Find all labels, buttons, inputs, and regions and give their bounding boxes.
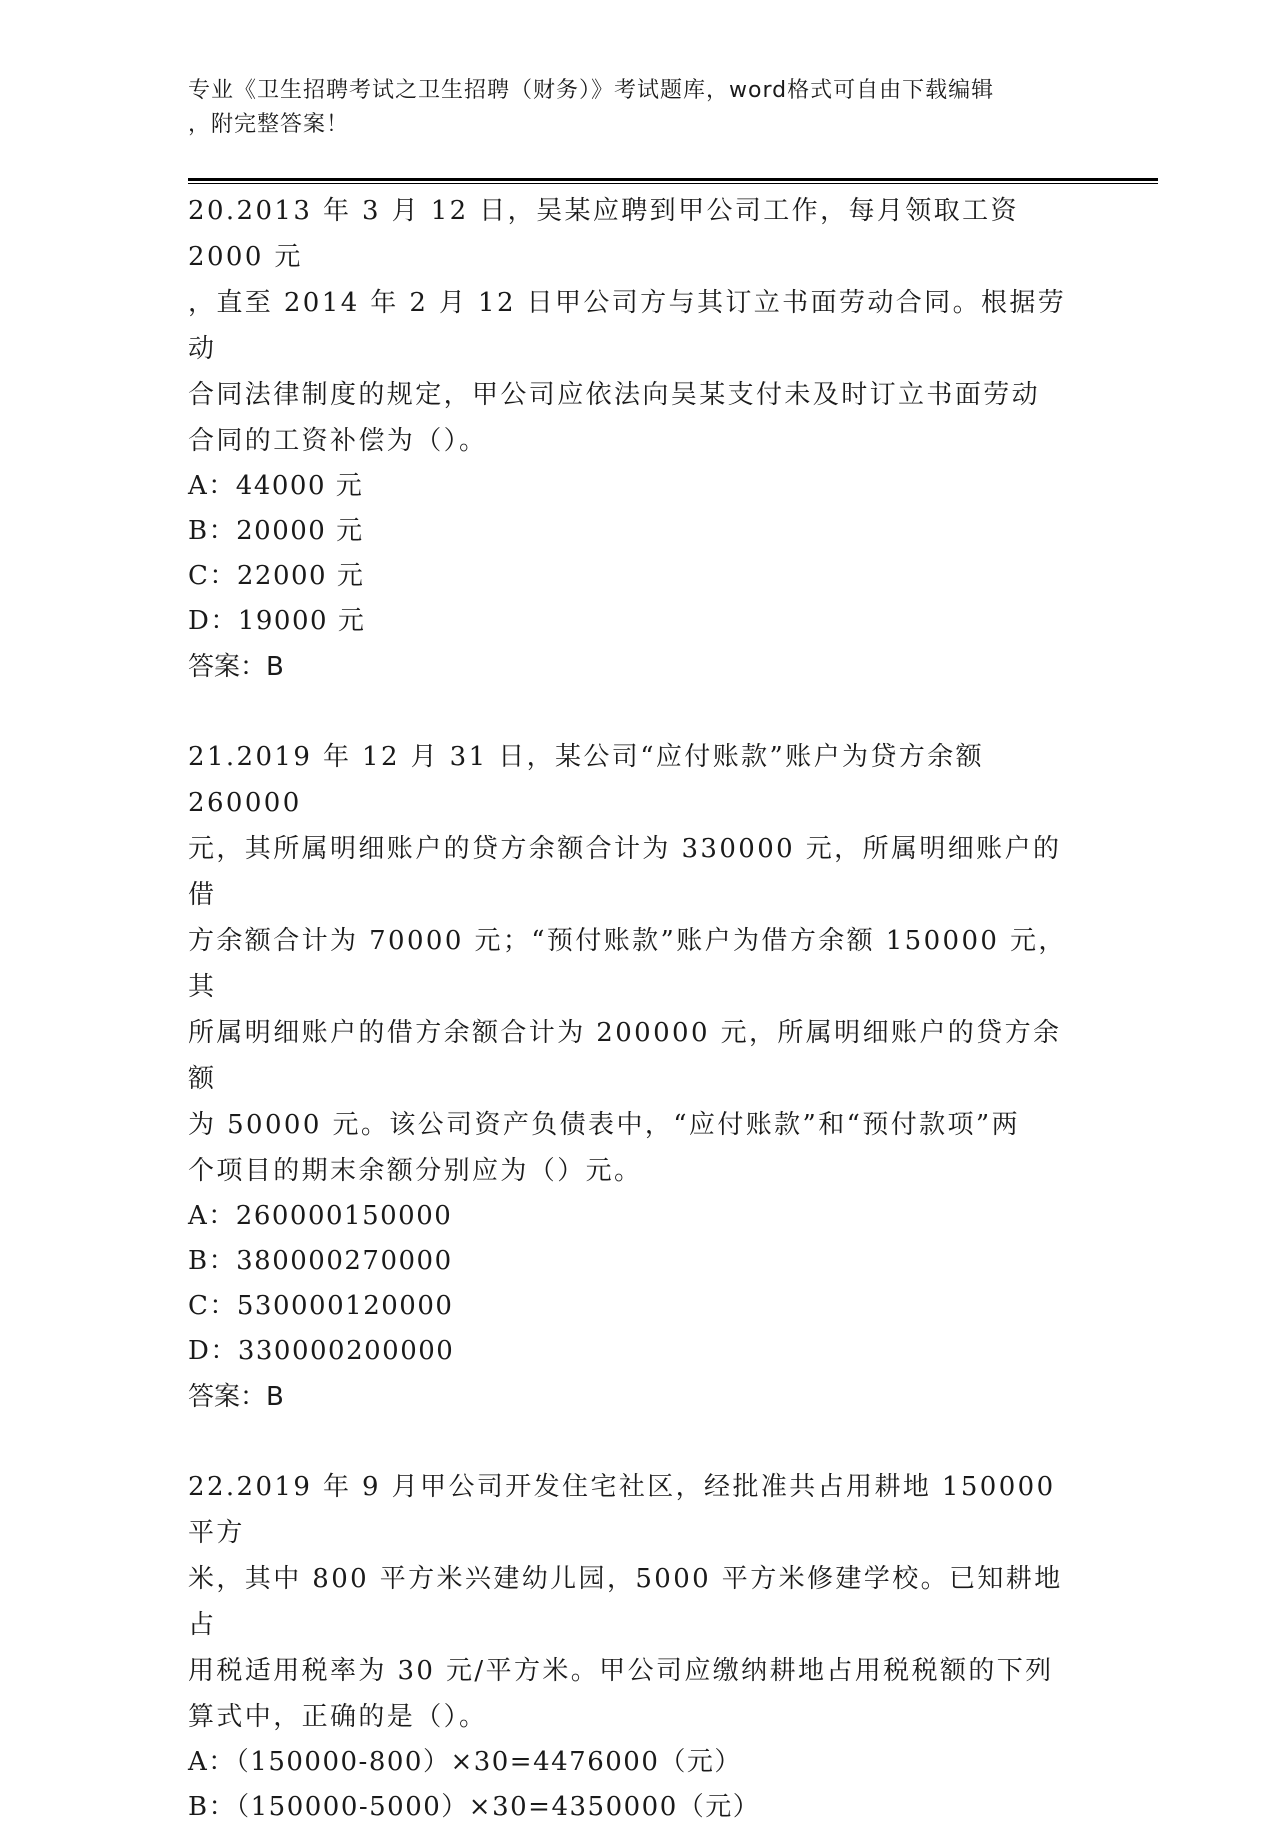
option-d: D：330000200000 xyxy=(188,1336,455,1366)
question-stem-line: 合同法律制度的规定，甲公司应依法向吴某支付未及时订立书面劳动 xyxy=(188,380,1041,410)
question-stem-line: 方余额合计为 70000 元；“预付账款”账户为借方余额 150000 元，其 xyxy=(188,926,1067,1002)
question-stem-line: 元，其所属明细账户的贷方余额合计为 330000 元，所属明细账户的借 xyxy=(188,834,1062,910)
question-21 xyxy=(188,734,1088,1420)
question-stem-line: ，直至 2014 年 2 月 12 日甲公司方与其订立书面劳动合同。根据劳动 xyxy=(188,288,1067,364)
header-rule-thin xyxy=(188,183,1158,184)
question-stem-line: 合同的工资补偿为（）。 xyxy=(188,426,488,456)
question-stem-line: 所属明细账户的借方余额合计为 200000 元，所属明细账户的贷方余额 xyxy=(188,1018,1062,1094)
question-stem-line: 米，其中 800 平方米兴建幼儿园，5000 平方米修建学校。已知耕地占 xyxy=(188,1564,1063,1640)
answer-text: 答案：B xyxy=(188,1382,284,1412)
header-line-1: 专业《卫生招聘考试之卫生招聘（财务）》考试题库，word格式可自由下载编辑 xyxy=(188,78,995,103)
question-stem-line: 20.2013 年 3 月 12 日，吴某应聘到甲公司工作，每月领取工资 2000 元 xyxy=(188,196,1030,272)
answer-text: 答案：B xyxy=(188,652,284,682)
option-b: B：380000270000 xyxy=(188,1246,453,1276)
question-spacer xyxy=(188,1420,1088,1464)
document-header xyxy=(188,74,1088,142)
question-stem-line: 为 50000 元。该公司资产负债表中，“应付账款”和“预付款项”两 xyxy=(188,1110,1021,1140)
header-rule-thick xyxy=(188,178,1158,181)
question-22 xyxy=(188,1464,1088,1830)
option-b: B：（150000-5000）×30=4350000（元） xyxy=(188,1792,761,1822)
option-c: C：530000120000 xyxy=(188,1291,454,1321)
question-20 xyxy=(188,188,1088,690)
question-list xyxy=(188,188,1088,1830)
question-stem-line: 用税适用税率为 30 元/平方米。甲公司应缴纳耕地占用税税额的下列 xyxy=(188,1656,1054,1686)
question-spacer xyxy=(188,690,1088,734)
option-b: B：20000 元 xyxy=(188,516,364,546)
question-stem-line: 算式中，正确的是（）。 xyxy=(188,1702,488,1732)
question-stem-line: 个项目的期末余额分别应为（）元。 xyxy=(188,1156,643,1186)
option-a: A：260000150000 xyxy=(188,1201,453,1231)
option-a: A：44000 元 xyxy=(188,471,364,501)
header-line-2: ，附完整答案！ xyxy=(188,112,350,137)
question-stem-line: 21.2019 年 12 月 31 日，某公司“应付账款”账户为贷方余额 260000 xyxy=(188,742,995,818)
option-a: A：（150000-800）×30=4476000（元） xyxy=(188,1747,742,1777)
option-d: D：19000 元 xyxy=(188,606,366,636)
question-stem-line: 22.2019 年 9 月甲公司开发住宅社区，经批准共占用耕地 150000 平方 xyxy=(188,1472,1067,1548)
option-c: C：22000 元 xyxy=(188,561,365,591)
